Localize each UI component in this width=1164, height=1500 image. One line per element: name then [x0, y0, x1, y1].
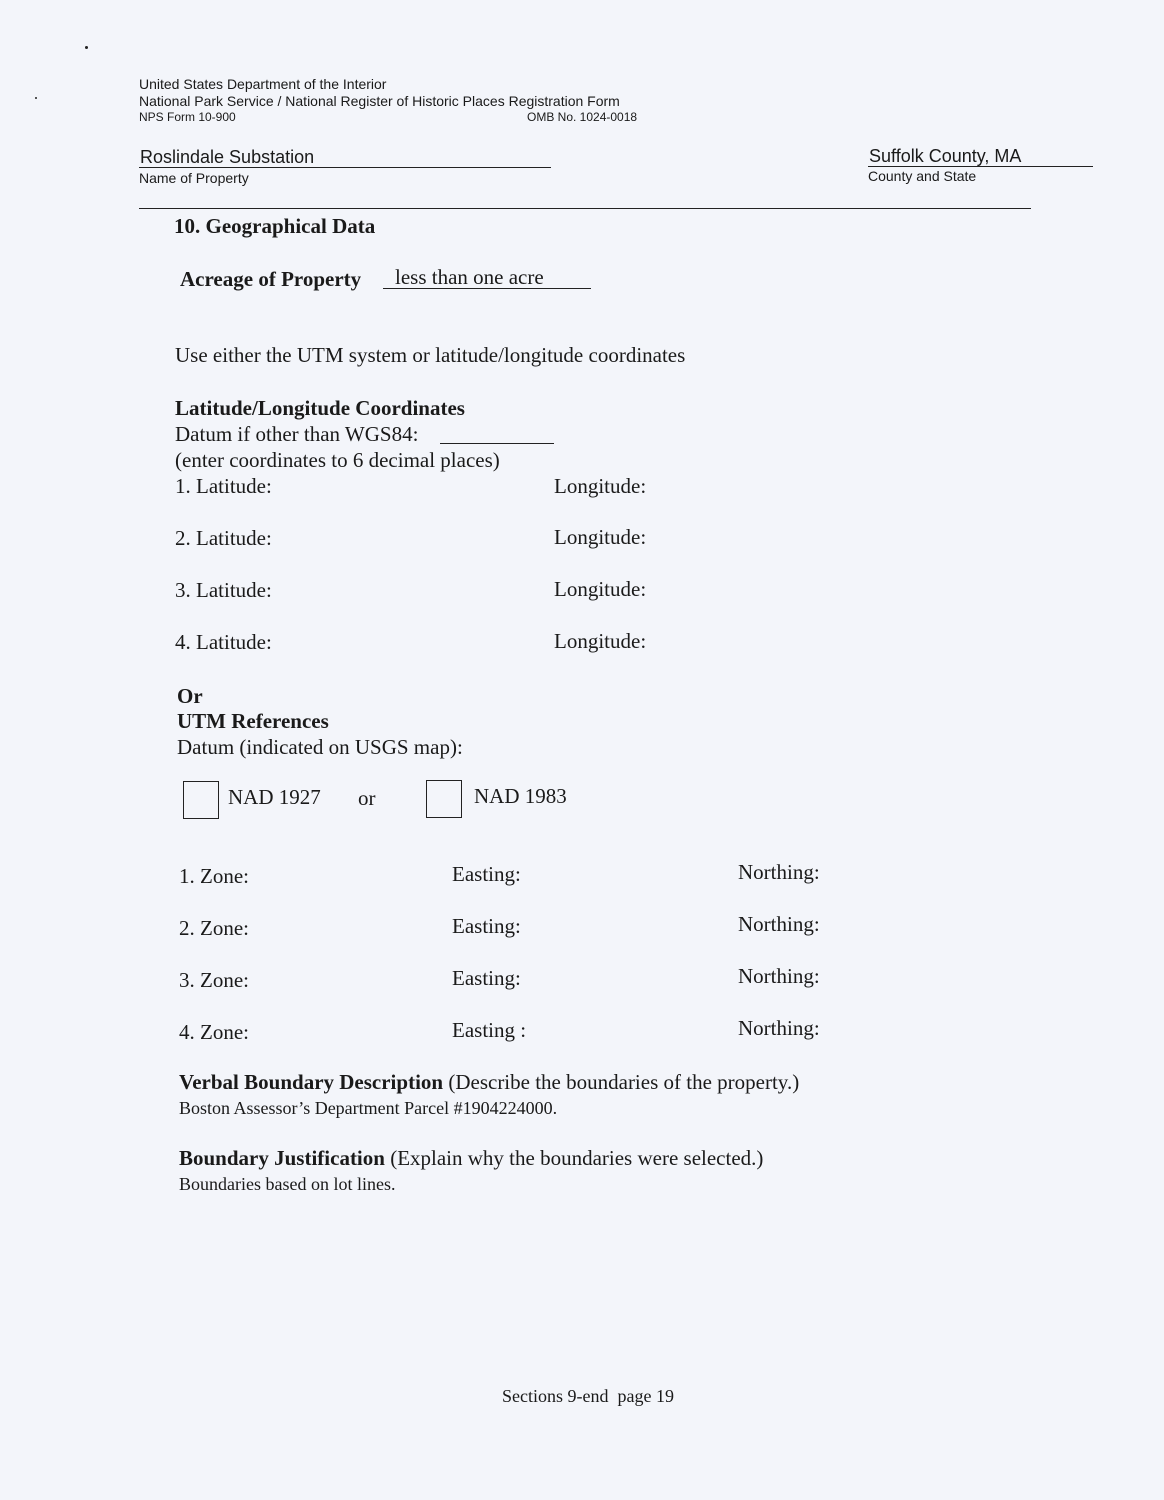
- page-footer: Sections 9-end page 19: [502, 1386, 674, 1406]
- coordinate-instructions: Use either the UTM system or latitude/longitude coordinates: [175, 343, 686, 367]
- header-divider: [139, 208, 1031, 209]
- northing-2-label: Northing:: [738, 912, 820, 936]
- easting-2-label: Easting:: [452, 914, 521, 938]
- boundary-justification-heading: Boundary Justification: [179, 1146, 385, 1170]
- agency-line-2: National Park Service / National Register of Historic Places Registration Form: [139, 93, 620, 109]
- northing-3-label: Northing:: [738, 964, 820, 988]
- longitude-3-label: Longitude:: [554, 577, 647, 601]
- acreage-value: less than one acre: [395, 265, 544, 289]
- nad1927-label: NAD 1927: [228, 785, 321, 809]
- boundary-justification-text: Boundaries based on lot lines.: [179, 1174, 396, 1194]
- boundary-justification-line: [179, 1146, 763, 1171]
- property-name-underline: [139, 167, 551, 168]
- zone-3-label: 3. Zone:: [179, 968, 249, 992]
- county-state-label: County and State: [868, 168, 977, 184]
- county-state: Suffolk County, MA: [869, 146, 1022, 166]
- utm-datum-label: Datum (indicated on USGS map):: [177, 735, 463, 759]
- verbal-boundary-instruction: (Describe the boundaries of the property.): [443, 1070, 800, 1094]
- property-name: Roslindale Substation: [140, 147, 315, 167]
- scan-speck: [35, 97, 37, 99]
- easting-1-label: Easting:: [452, 862, 521, 886]
- utm-heading: UTM References: [177, 709, 329, 733]
- form-number: NPS Form 10-900: [139, 110, 236, 124]
- omb-number: OMB No. 1024-0018: [527, 110, 638, 124]
- zone-4-label: 4. Zone:: [179, 1020, 249, 1044]
- latlong-datum-underline: [440, 443, 554, 444]
- nad1927-checkbox[interactable]: [183, 781, 219, 819]
- nad1983-label: NAD 1983: [474, 784, 567, 808]
- property-name-label: Name of Property: [139, 170, 249, 186]
- latitude-2-label: 2. Latitude:: [175, 526, 272, 550]
- longitude-2-label: Longitude:: [554, 525, 647, 549]
- easting-3-label: Easting:: [452, 966, 521, 990]
- zone-1-label: 1. Zone:: [179, 864, 249, 888]
- acreage-label: Acreage of Property: [180, 267, 362, 291]
- agency-line-1: United States Department of the Interior: [139, 76, 387, 92]
- verbal-boundary-heading: Verbal Boundary Description: [179, 1070, 444, 1094]
- latlong-datum-label: Datum if other than WGS84:: [175, 422, 419, 446]
- easting-4-label: Easting :: [452, 1018, 527, 1042]
- longitude-1-label: Longitude:: [554, 474, 647, 498]
- latlong-precision-note: (enter coordinates to 6 decimal places): [175, 448, 500, 472]
- or-label: Or: [177, 684, 203, 708]
- boundary-justification-instruction: (Explain why the boundaries were selected.): [384, 1146, 764, 1170]
- verbal-boundary-text: Boston Assessor’s Department Parcel #1904224000.: [179, 1098, 558, 1118]
- northing-4-label: Northing:: [738, 1016, 820, 1040]
- nad1983-checkbox[interactable]: [426, 780, 462, 818]
- county-state-underline: [868, 166, 1093, 167]
- latitude-3-label: 3. Latitude:: [175, 578, 272, 602]
- latitude-4-label: 4. Latitude:: [175, 630, 272, 654]
- zone-2-label: 2. Zone:: [179, 916, 249, 940]
- datum-or-label: or: [358, 786, 376, 810]
- northing-1-label: Northing:: [738, 860, 820, 884]
- longitude-4-label: Longitude:: [554, 629, 647, 653]
- scan-speck: [85, 46, 88, 49]
- latitude-1-label: 1. Latitude:: [175, 474, 272, 498]
- section-title: 10. Geographical Data: [174, 214, 376, 238]
- latlong-heading: Latitude/Longitude Coordinates: [175, 396, 465, 420]
- verbal-boundary-line: [179, 1070, 799, 1095]
